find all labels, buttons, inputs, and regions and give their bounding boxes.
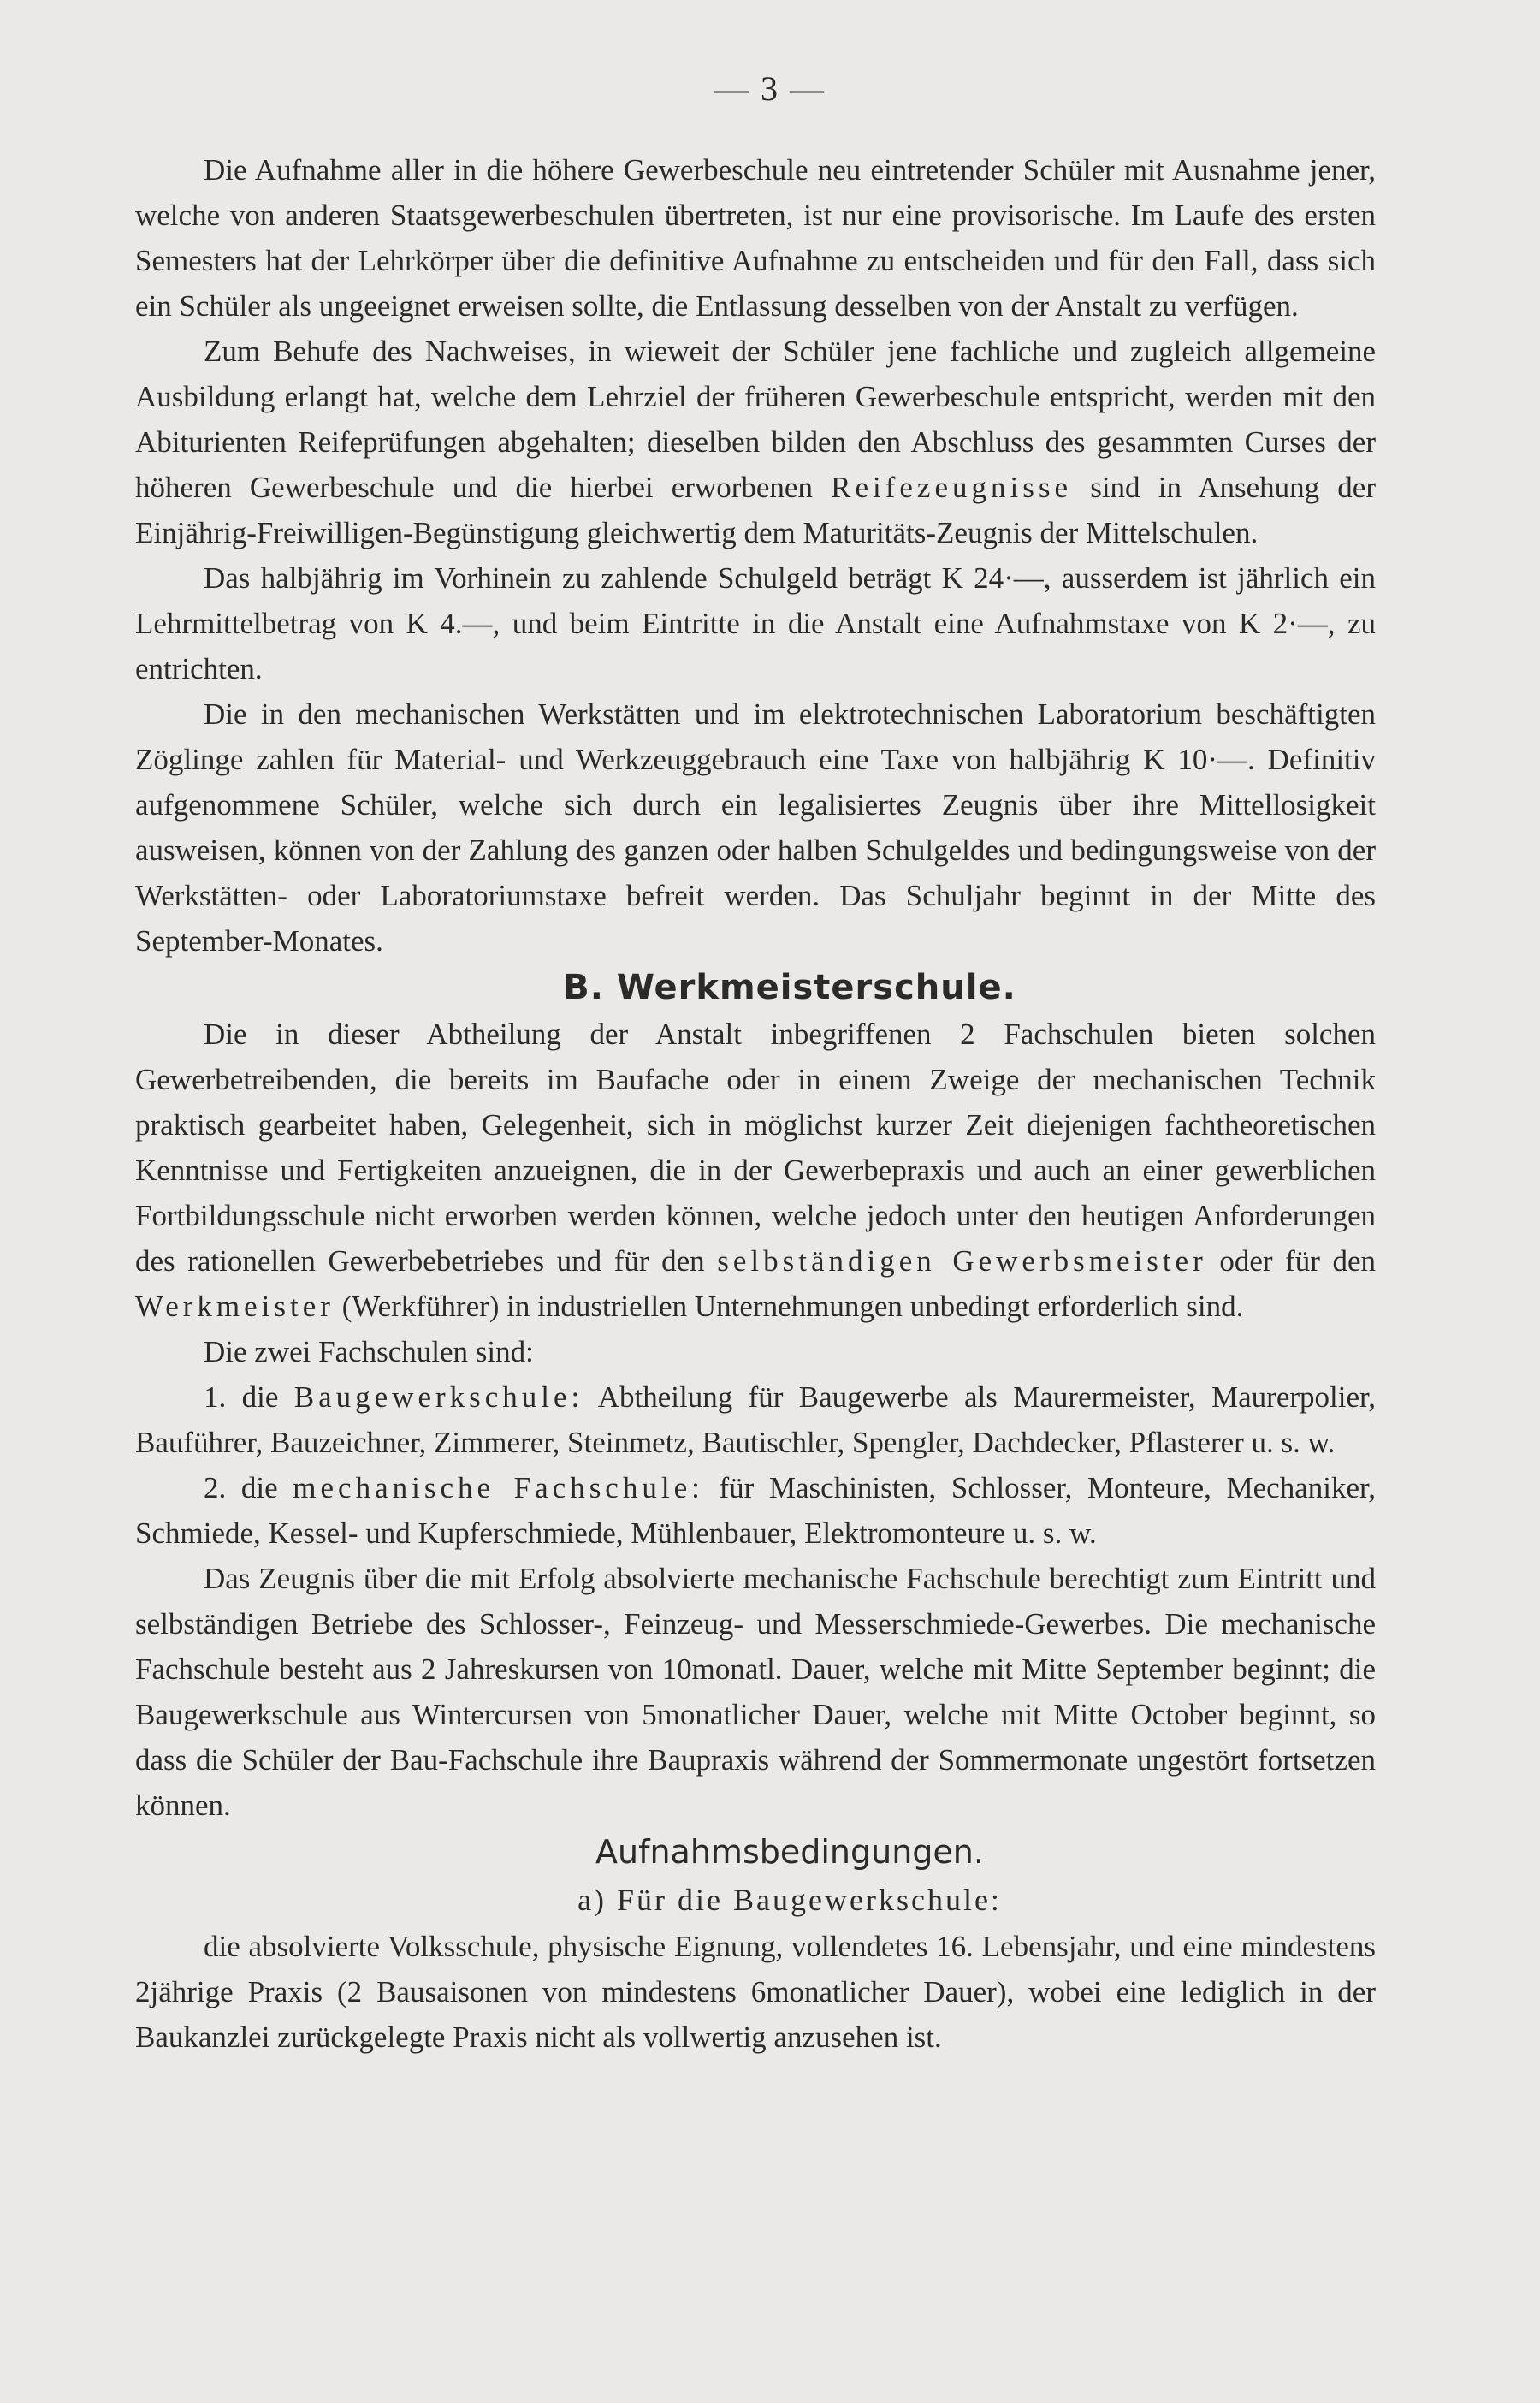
paragraph-intro-text-b: oder für den	[1206, 1244, 1377, 1278]
paragraph-certificate-duration: Das Zeugnis über die mit Erfolg absolvierte mechanische Fachschule berechtigt zum Eintritt und selbständigen Betriebe des Schlosser-, Feinzeug- und Messerschmiede-Gewerbes. Die mechanische Fachschule besteht aus 2 Jahreskursen von 10monatl. Dauer, welche mit Mitte September beginnt; die Baugewerkschule aus Wintercursen von 5monatlicher Dauer, welche mit Mitte October beginnt, so dass die Schüler der Bau-Fachschule ihre Baupraxis während der Sommermonate ungestört fortsetzen können.	[135, 1562, 1376, 1822]
paragraph-maturity-exam-text-b: sind in Ansehung der Einjährig-Freiwilligen-Begünstigung gleichwertig dem Maturitäts-Zeugnis der Mittelschulen.	[135, 471, 1376, 549]
list-item-1-prefix: 1. die	[204, 1380, 294, 1414]
emphasis-werkmeister: Werkmeister	[135, 1290, 335, 1323]
emphasis-reifezeugnisse: Reifezeugnisse	[831, 471, 1073, 504]
emphasis-mechanische-fachschule: mechanische Fachschule:	[293, 1471, 704, 1504]
list-item-2-prefix: 2. die	[204, 1471, 293, 1504]
paragraph-two-schools: Die zwei Fachschulen sind:	[204, 1335, 534, 1368]
emphasis-gewerbsmeister: selbständigen Gewerbsmeister	[717, 1244, 1207, 1278]
paragraph-maturity-exam	[135, 329, 1376, 555]
paragraph-maturity-exam-text-a: Zum Behufe des Nachweises, in wieweit der Schüler jene fachliche und zugleich allgemeine Ausbildung erlangt hat, welche dem Lehrziel der früheren Gewerbeschule entspricht, werden mit den Abiturienten Reifeprüfungen abgehalten; dieselben bilden den Abschluss des gesammten Curses der höheren Gewerbeschule und die hierbei erworbenen	[135, 335, 1376, 504]
list-item-baugewerkschule	[135, 1374, 1376, 1465]
list-item-mechanische-fachschule	[135, 1465, 1376, 1556]
page-number: — 3 —	[714, 69, 826, 108]
list-item-2-text: für Maschinisten, Schlosser, Monteure, Mechaniker, Schmiede, Kessel- und Kupferschmiede, Mühlenbauer, Elektromonteure u. s. w.	[135, 1471, 1376, 1550]
subheading-baugewerkschule: a) Für die Baugewerkschule:	[578, 1883, 1002, 1917]
paragraph-workshop-fees: Die in den mechanischen Werkstätten und im elektrotechnischen Laboratorium beschäftigten Zöglinge zahlen für Material- und Werkzeuggebrauch eine Taxe von halbjährig K 10·—. Definitiv aufgenommene Schüler, welche sich durch ein legalisiertes Zeugnis über ihre Mittellosigkeit ausweisen, können von der Zahlung des ganzen oder halben Schulgeldes und bedingungsweise von der Werkstätten- oder Laboratoriumstaxe befreit werden. Das Schuljahr beginnt in der Mitte des September-Monates.	[135, 697, 1376, 958]
section-heading-aufnahmsbedingungen: Aufnahmsbedingungen.	[595, 1833, 984, 1871]
paragraph-intro-text-a: Die in dieser Abtheilung der Anstalt inbegriffenen 2 Fachschulen bieten solchen Gewerbetreibenden, die bereits im Baufache oder in einem Zweige der mechanischen Technik praktisch gearbeitet haben, Gelegenheit, sich in möglichst kurzer Zeit diejenigen fachtheoretischen Kenntnisse und Fertigkeiten anzueignen, die in der Gewerbepraxis und auch an einer gewerblichen Fortbildungsschule nicht erworben werden können, welche jedoch unter den heutigen Anforderungen des rationellen Gewerbebetriebes und für den	[135, 1018, 1376, 1278]
section-heading-werkmeisterschule: B. Werkmeisterschule.	[563, 968, 1016, 1007]
emphasis-baugewerkschule: Baugewerkschule:	[293, 1380, 584, 1414]
paragraph-intro-text-c: (Werkführer) in industriellen Unternehmungen unbedingt erforderlich sind.	[334, 1290, 1244, 1323]
list-item-1-text: Abtheilung für Baugewerbe als Maurermeister, Maurerpolier, Bauführer, Bauzeichner, Zimmerer, Steinmetz, Bautischler, Spengler, Dachdecker, Pflasterer u. s. w.	[135, 1380, 1376, 1459]
paragraph-provisional-admission: Die Aufnahme aller in die höhere Gewerbeschule neu eintretender Schüler mit Ausnahme jener, welche von anderen Staatsgewerbeschulen übertreten, ist nur eine provisorische. Im Laufe des ersten Semesters hat der Lehrkörper über die definitive Aufnahme zu entscheiden und für den Fall, dass sich ein Schüler als ungeeignet erweisen sollte, die Entlassung desselben von der Anstalt zu verfügen.	[135, 153, 1376, 323]
paragraph-werkmeisterschule-intro	[135, 1012, 1376, 1329]
page-body	[135, 147, 1376, 2060]
paragraph-admission-requirements: die absolvierte Volksschule, physische Eignung, vollendetes 16. Lebensjahr, und eine mindestens 2jährige Praxis (2 Bausaisonen von mindestens 6monatlicher Dauer), wobei eine lediglich in der Baukanzlei zurückgelegte Praxis nicht als vollwertig anzusehen ist.	[135, 1930, 1376, 2054]
paragraph-school-fees: Das halbjährig im Vorhinein zu zahlende Schulgeld beträgt K 24·—, ausserdem ist jährlich ein Lehrmittelbetrag von K 4.—, und beim Eintritte in die Anstalt eine Aufnahmstaxe von K 2·—, zu entrichten.	[135, 561, 1376, 685]
